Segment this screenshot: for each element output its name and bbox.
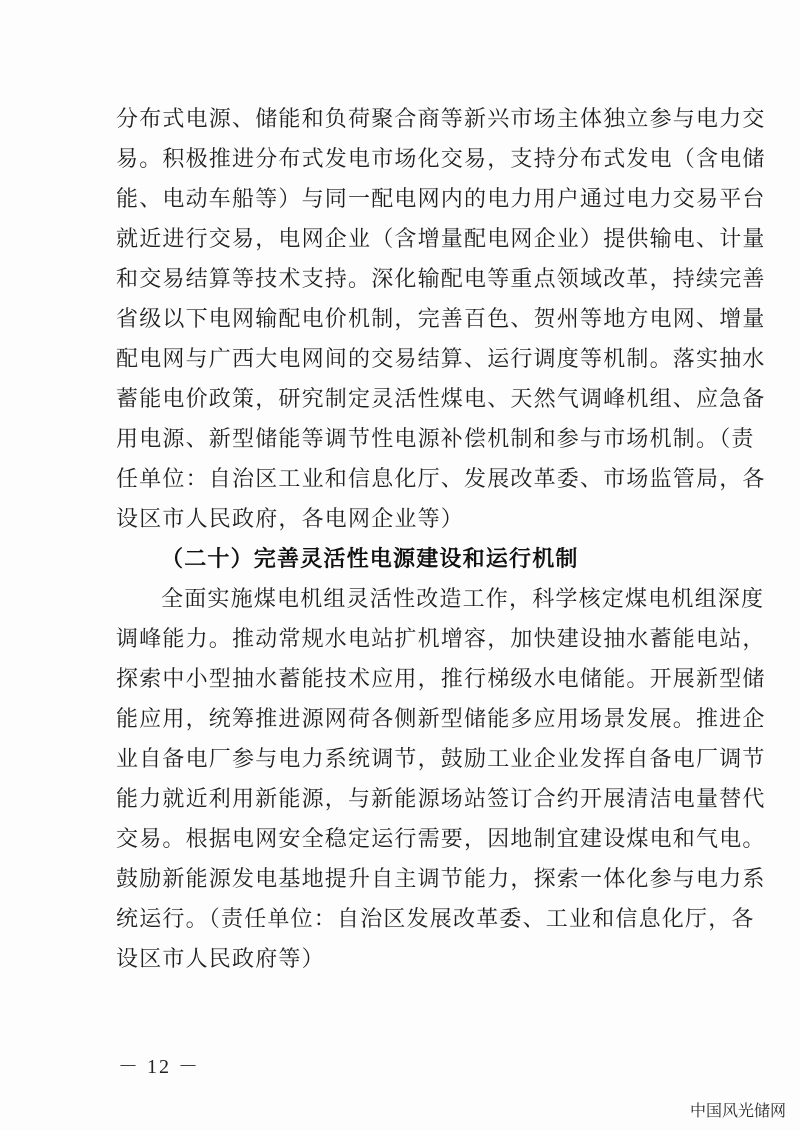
text-line: 和交易结算等技术支持。深化输配电等重点领域改革，持续完善 [116,267,766,292]
text-line: 任单位：自治区工业和信息化厅、发展改革委、市场监管局，各 [116,467,766,492]
text-line: 用电源、新型储能等调节性电源补偿机制和参与市场机制。（责 [116,427,755,452]
text-line: 能、电动车船等）与同一配电网内的电力用户通过电力交易平台 [116,187,766,212]
text-line: 能应用，统筹推进源网荷各侧新型储能多应用场景发展。推进企 [116,707,766,732]
text-line: 配电网与广西大电网间的交易结算、运行调度等机制。落实抽水 [116,347,766,372]
text-line: 交易。根据电网安全稳定运行需要，因地制宜建设煤电和气电。 [116,827,766,852]
text-line: 省级以下电网输配电价机制，完善百色、贺州等地方电网、增量 [116,307,766,332]
section-heading: （二十）完善灵活性电源建设和运行机制 [161,547,579,572]
text-line: 统运行。（责任单位：自治区发展改革委、工业和信息化厅，各 [116,907,755,932]
page-number: － 12 － [118,1056,200,1078]
text-line: 全面实施煤电机组灵活性改造工作，科学核定煤电机组深度 [161,587,765,612]
document-body [116,100,766,980]
text-line: 鼓励新能源发电基地提升自主调节能力，探索一体化参与电力系 [116,867,766,892]
watermark: 中国风光储网 [689,1101,786,1120]
text-line: 易。积极推进分布式发电市场化交易，支持分布式发电（含电储 [116,147,766,172]
text-line: 探索中小型抽水蓄能技术应用，推行梯级水电储能。开展新型储 [116,667,766,692]
paragraph-2 [116,580,766,980]
text-line: 蓄能电价政策，研究制定灵活性煤电、天然气调峰机组、应急备 [116,387,766,412]
paragraph-1 [116,100,766,540]
text-line: 设区市人民政府，各电网企业等） [116,507,465,532]
text-line: 就近进行交易，电网企业（含增量配电网企业）提供输电、计量 [116,227,766,252]
text-line: 设区市人民政府等） [116,947,325,972]
text-line: 调峰能力。推动常规水电站扩机增容，加快建设抽水蓄能电站， [116,627,766,652]
text-line: 分布式电源、储能和负荷聚合商等新兴市场主体独立参与电力交 [116,107,766,132]
text-line: 业自备电厂参与电力系统调节，鼓励工业企业发挥自备电厂调节 [116,747,766,772]
text-line: 能力就近利用新能源，与新能源场站签订合约开展清洁电量替代 [116,787,766,812]
